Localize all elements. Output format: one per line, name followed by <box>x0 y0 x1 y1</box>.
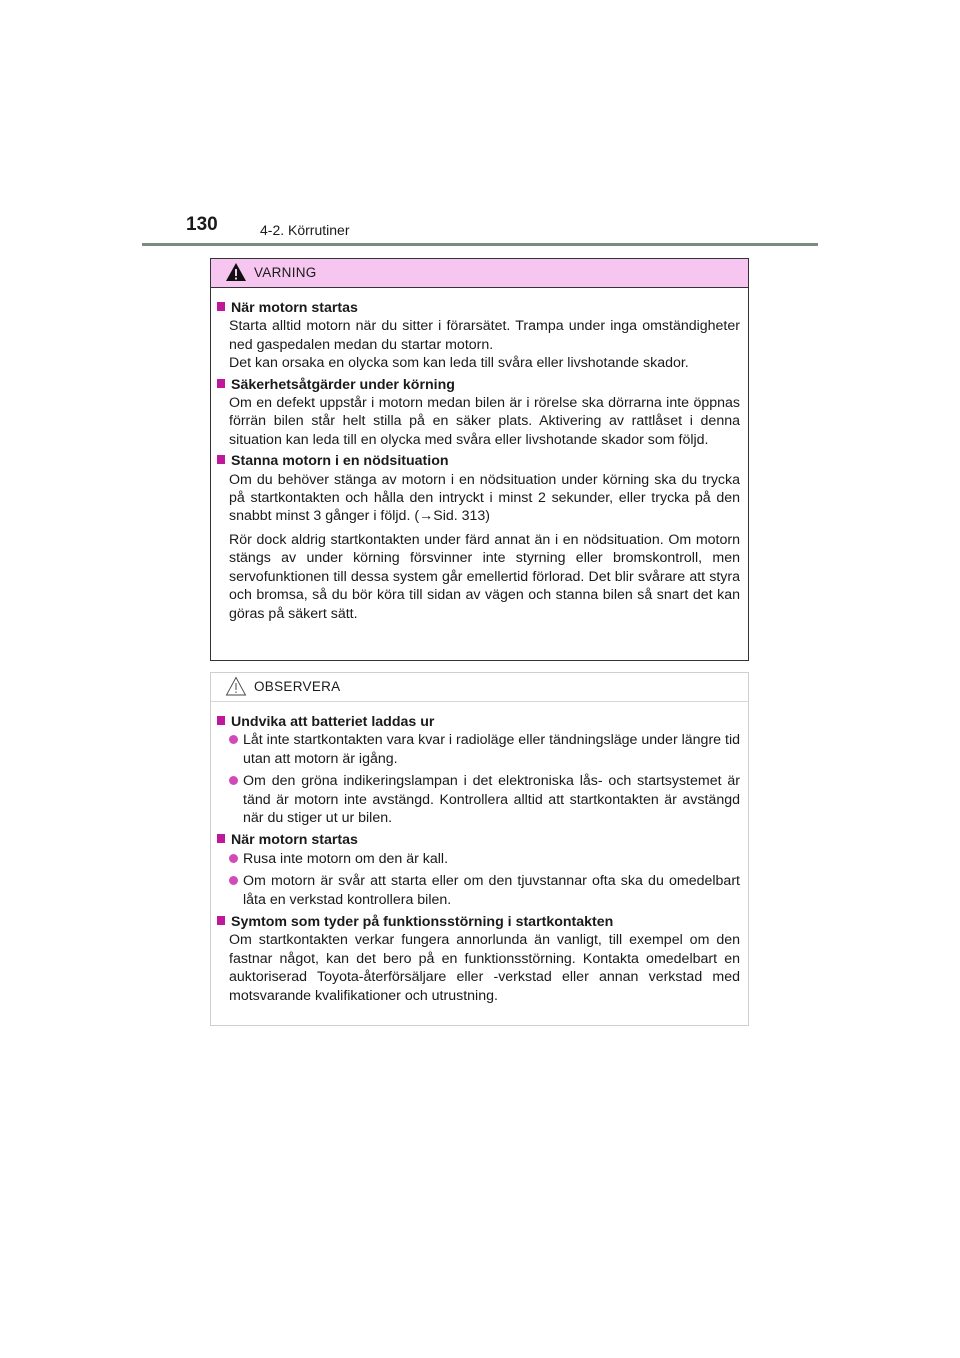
warning-label: VARNING <box>254 265 317 280</box>
dot-bullet-icon <box>229 854 238 863</box>
notice-content <box>211 702 748 1005</box>
warning-header <box>211 259 748 288</box>
section-heading: Stanna motorn i en nödsituation <box>231 453 449 470</box>
notice-section <box>217 831 740 909</box>
warning-triangle-icon <box>225 262 247 282</box>
paragraph: Rör dock aldrig startkontakten under färd annat än i en nödsituation. Om motorn stängs av under körning försvinner inte styrning eller bromskontroll, men servofunktionen till dessa system går emellertid förlorad. Det blir svårare att styra och bromsa, så du bör köra till sidan av vägen och stanna bilen så snart det kan göras på säkert sätt. <box>229 531 740 622</box>
notice-label: OBSERVERA <box>254 679 341 694</box>
warning-section <box>217 299 740 373</box>
notice-section <box>217 713 740 827</box>
square-bullet-icon <box>217 916 225 925</box>
square-bullet-icon <box>217 302 225 311</box>
dot-bullet-icon <box>229 776 238 785</box>
paragraph: Om en defekt uppstår i motorn medan bilen är i rörelse ska dörrarna inte öppnas förrän bilen står helt stilla på en säker plats. Aktivering av rattlåset i denna situation kan leda till en olycka med svåra eller livshotande skador som följd. <box>229 395 740 448</box>
section-title: 4-2. Körrutiner <box>260 222 350 238</box>
warning-box <box>210 258 749 661</box>
paragraph: Starta alltid motorn när du sitter i förarsätet. Trampa under inga omständigheter ned gaspedalen medan du startar motorn. Det kan orsaka en olycka som kan leda till svåra eller livshotande skador. <box>229 318 740 372</box>
caution-triangle-outline-icon <box>225 676 247 696</box>
square-bullet-icon <box>217 379 225 388</box>
notice-box <box>210 672 749 1026</box>
section-heading: Säkerhetsåtgärder under körning <box>231 376 455 393</box>
warning-section <box>217 452 740 623</box>
square-bullet-icon <box>217 716 225 725</box>
notice-header <box>211 673 748 702</box>
paragraph: Om startkontakten verkar fungera annorlunda än vanligt, till exempel om den fastnar något, kan det bero på en funktionsstörning. Kontakta omedelbart en auktoriserad Toyota-återförsäljare eller -verkstad eller annan verkstad med motsvarande kvalifikationer och utrustning. <box>229 932 740 1004</box>
section-heading: När motorn startas <box>231 832 358 849</box>
dot-bullet-icon <box>229 735 238 744</box>
section-heading: När motorn startas <box>231 300 358 316</box>
square-bullet-icon <box>217 834 225 843</box>
list-item: Om den gröna indikeringslampan i det elektroniska lås- och startsystemet är tänd är motorn inte avstängd. Kontrollera alltid att startkontakten är avstängd när du stiger ut ur bilen. <box>229 772 740 827</box>
warning-section <box>217 376 740 450</box>
paragraph: Om du behöver stänga av motorn i en nödsituation under körning ska du trycka på startkontakten och hålla den intryckt i minst 2 sekunder, eller trycka på den snabbt minst 3 gånger i följd. (→Sid. 313) <box>229 471 740 525</box>
list-item: Rusa inte motorn om den är kall. <box>229 850 740 868</box>
page-number: 130 <box>186 214 218 235</box>
section-heading: Undvika att batteriet laddas ur <box>231 714 435 730</box>
list-item: Låt inte startkontakten vara kvar i radioläge eller tändningsläge under längre tid utan att motorn är igång. <box>229 731 740 768</box>
square-bullet-icon <box>217 455 225 464</box>
section-heading: Symtom som tyder på funktionsstörning i startkontakten <box>231 914 614 931</box>
warning-content <box>211 288 748 623</box>
dot-bullet-icon <box>229 876 238 885</box>
list-item: Om motorn är svår att starta eller om den tjuvstannar ofta ska du omedelbart låta en verkstad kontrollera bilen. <box>229 872 740 909</box>
notice-section <box>217 913 740 1005</box>
header-rule <box>142 243 818 246</box>
